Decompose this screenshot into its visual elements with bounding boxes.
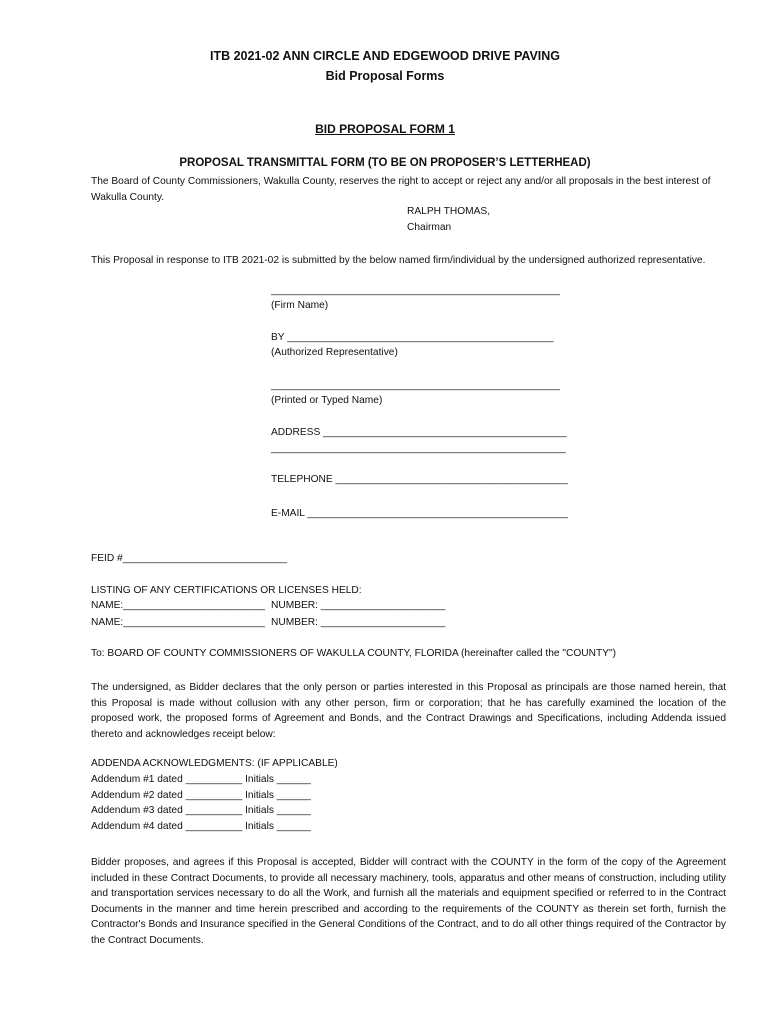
firm-name-label: (Firm Name) xyxy=(271,300,329,311)
addressee-line: To: BOARD OF COUNTY COMMISSIONERS OF WAKULLA COUNTY, FLORIDA (hereinafter called the "COUNTY") xyxy=(91,648,617,659)
firm-name-line[interactable]: ___________________________________________________ xyxy=(271,285,560,296)
certification-name-1[interactable]: NAME:_________________________ xyxy=(91,600,265,611)
certification-number-2[interactable]: NUMBER: ______________________ xyxy=(271,617,446,628)
printed-name-line[interactable]: ___________________________________________________ xyxy=(271,380,560,391)
addendum-4-line[interactable]: Addendum #4 dated __________ Initials ______ xyxy=(91,821,311,832)
addenda-heading: ADDENDA ACKNOWLEDGMENTS: (IF APPLICABLE) xyxy=(91,758,338,769)
telephone-line[interactable]: TELEPHONE _________________________________________ xyxy=(271,474,568,485)
document-title: ITB 2021-02 ANN CIRCLE AND EDGEWOOD DRIVE PAVING xyxy=(209,49,561,63)
printed-name-label: (Printed or Typed Name) xyxy=(271,395,383,406)
feid-line[interactable]: FEID #_____________________________ xyxy=(91,553,288,564)
address-line-1[interactable]: ADDRESS ___________________________________________ xyxy=(271,427,567,438)
form-title: PROPOSAL TRANSMITTAL FORM (TO BE ON PROPOSER’S LETTERHEAD) xyxy=(179,157,591,169)
certification-name-2[interactable]: NAME:_________________________ xyxy=(91,617,265,628)
bidder-proposal-paragraph: Bidder proposes, and agrees if this Proposal is accepted, Bidder will contract with the COUNTY in the form of the copy of the Agreement included in these Contract Documents, to provide all necessary machinery, tools, apparatus and other means of construction, including utility and transportation services necessary to do all the Work, and furnish all the materials and equipment specified or referred to in the Contract Documents in the manner and time herein prescribed and according to the requirements of the COUNTY as therein set forth, furnish the Contractor's Bonds and Insurance specified in the General Conditions of the Contract, and to do all other things required of the Contractor by the Contract Documents. xyxy=(91,857,726,946)
authorized-representative-line[interactable]: BY _______________________________________________ xyxy=(271,332,554,343)
addendum-2-line[interactable]: Addendum #2 dated __________ Initials ______ xyxy=(91,790,311,801)
submission-paragraph: This Proposal in response to ITB 2021-02 is submitted by the below named firm/individual by the undersigned authorized representative. xyxy=(91,255,706,266)
signer-title: Chairman xyxy=(407,222,452,233)
form-number: BID PROPOSAL FORM 1 xyxy=(315,122,455,136)
certification-number-1[interactable]: NUMBER: ______________________ xyxy=(271,600,446,611)
addendum-1-line[interactable]: Addendum #1 dated __________ Initials ______ xyxy=(91,774,311,785)
authorized-representative-label: (Authorized Representative) xyxy=(271,347,398,358)
certifications-heading: LISTING OF ANY CERTIFICATIONS OR LICENSES HELD: xyxy=(91,585,362,596)
addendum-3-line[interactable]: Addendum #3 dated __________ Initials ______ xyxy=(91,805,311,816)
signer-name: RALPH THOMAS, xyxy=(407,206,491,217)
email-line[interactable]: E-MAIL ______________________________________________ xyxy=(271,508,569,519)
document-subtitle: Bid Proposal Forms xyxy=(325,69,445,83)
bidder-declaration-paragraph: The undersigned, as Bidder declares that the only person or parties interested in this Proposal as principals are those named herein, that this Proposal is made without collusion with any other person, firm or corporation; that he has carefully examined the location of the proposed work, the proposed forms of Agreement and Bonds, and the Contract Drawings and Specifications, including Addenda issued thereto and acknowledges receipt below: xyxy=(91,682,726,740)
intro-paragraph: The Board of County Commissioners, Wakulla County, reserves the right to accept or reject any and/or all proposals in the best interest of Wakulla County. xyxy=(91,176,711,203)
address-line-2[interactable]: ____________________________________________________ xyxy=(271,443,566,454)
